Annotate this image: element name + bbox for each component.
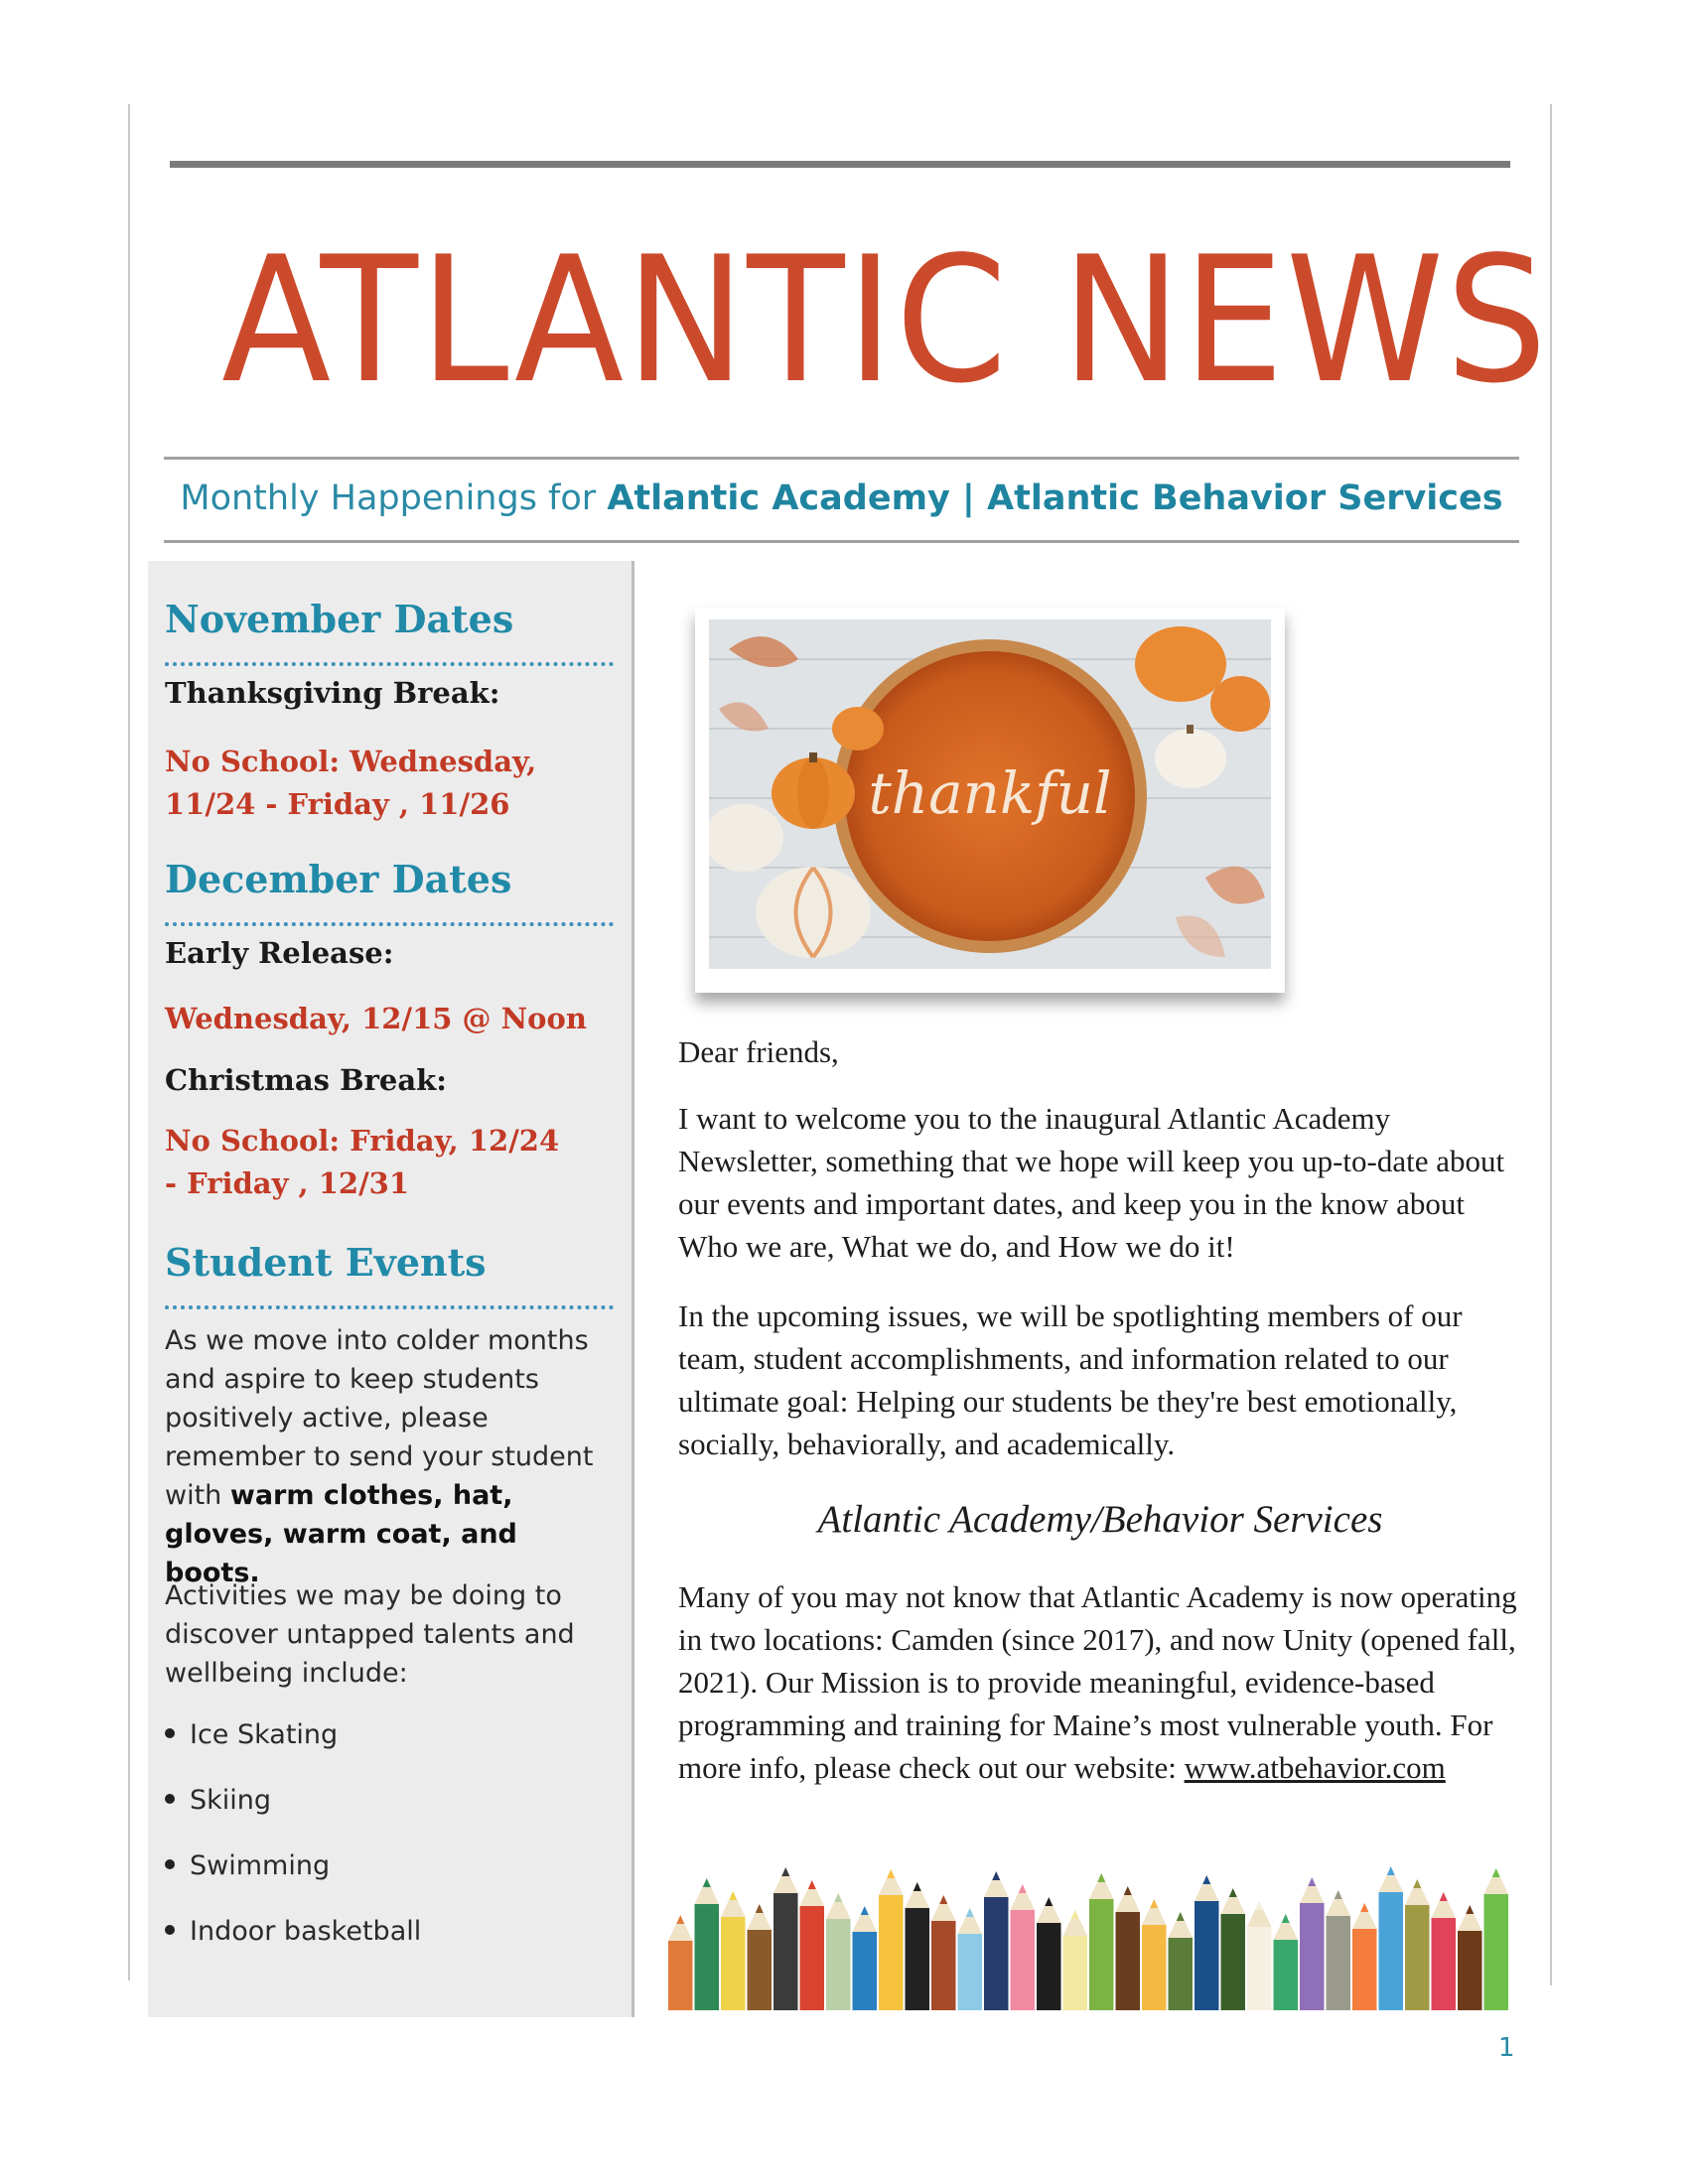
bullet-icon: [165, 1859, 175, 1869]
left-margin-line: [128, 104, 130, 1980]
pencil-icon: [1327, 1890, 1351, 2010]
letter-paragraph-1: I want to welcome you to the inaugural Atlantic Academy Newsletter, something that we hope will keep you up-to-date about our events and important dates, and keep you in the know about Who we are, What we do, and How we do it!: [678, 1101, 1505, 1264]
pencil-icon: [1195, 1875, 1219, 2010]
early-release-label: Early Release:: [165, 936, 394, 970]
pencil-icon: [695, 1878, 720, 2010]
pencil-icon: [1116, 1886, 1141, 2010]
thanksgiving-label: Thanksgiving Break:: [165, 676, 500, 710]
christmas-break-detail: No School: Friday, 12/24 - Friday , 12/31: [165, 1124, 560, 1200]
letter-paragraph-3: Many of you may not know that Atlantic Academy is now operating in two locations: Camden (since 2017), and now Unity (opened fall, 2021). Our Mission is to provide meaningful, evidence-based programming and training for Maine’s most vulnerable youth. For more info, please check out our website: www.atbehavior.com: [678, 1579, 1517, 1785]
pencil-icon: [1432, 1892, 1457, 2010]
pencil-icon: [984, 1871, 1009, 2010]
right-margin-line: [1550, 104, 1552, 1985]
letter-paragraph-2: In the upcoming issues, we will be spotlighting members of our team, student accomplishments, and information related to our ultimate goal: Helping our students be they're best emotionally, socially, behaviorally, and academically.: [678, 1298, 1463, 1461]
bullet-icon: [165, 1728, 175, 1738]
pencil-icon: [1037, 1897, 1061, 2010]
subtitle-rule-bottom: [164, 540, 1519, 543]
pencil-icon: [1169, 1912, 1194, 2010]
subtitle-organizations: Atlantic Academy | Atlantic Behavior Services: [607, 478, 1503, 518]
bullet-icon: [165, 1794, 175, 1804]
pencil-icon: [879, 1869, 904, 2010]
colored-pencils-decoration: [667, 1856, 1509, 2010]
pencil-icon: [1089, 1873, 1114, 2010]
bullet-icon: [165, 1925, 175, 1935]
subtitle: [164, 478, 1519, 518]
pencil-icon: [721, 1891, 746, 2010]
thankful-pie-photo: [695, 608, 1285, 993]
pencil-icon: [748, 1904, 773, 2010]
pencil-icon: [668, 1915, 693, 2010]
letter-greeting: Dear friends,: [678, 1034, 839, 1069]
thankful-script: thankful: [868, 759, 1112, 827]
activity-item: Indoor basketball: [165, 1916, 421, 1947]
early-release-detail: Wednesday, 12/15 @ Noon: [165, 1002, 587, 1035]
section-heading: Atlantic Academy/Behavior Services: [817, 1498, 1383, 1541]
website-link[interactable]: www.atbehavior.com: [1184, 1750, 1446, 1785]
student-events-heading: Student Events: [165, 1240, 487, 1285]
page-number: 1: [1498, 2033, 1515, 2063]
pencil-icon: [931, 1895, 956, 2010]
pencil-icon: [958, 1908, 983, 2010]
activity-item: Swimming: [165, 1850, 330, 1881]
pencil-icon: [800, 1880, 825, 2010]
sidebar: [148, 561, 634, 2017]
student-events-para2: Activities we may be doing to discover untapped talents and wellbeing include:: [165, 1580, 575, 1689]
pencil-icon: [1405, 1879, 1430, 2010]
student-events-divider: [165, 1305, 614, 1309]
pencil-icon: [1142, 1899, 1167, 2010]
activity-item: Skiing: [165, 1785, 271, 1816]
december-heading: December Dates: [165, 857, 512, 901]
pencil-icon: [1300, 1877, 1325, 2010]
pencil-icon: [853, 1906, 878, 2010]
pencil-icon: [1274, 1914, 1299, 2010]
pencil-icon: [1247, 1901, 1272, 2010]
november-heading: November Dates: [165, 597, 514, 641]
pencil-icon: [774, 1867, 798, 2010]
top-rule: [170, 161, 1510, 168]
pencil-icon: [1011, 1884, 1036, 2010]
activity-item: Ice Skating: [165, 1719, 338, 1750]
subtitle-prefix: Monthly Happenings for: [180, 478, 608, 518]
pencil-icon: [1484, 1868, 1509, 2010]
pencil-icon: [1352, 1903, 1377, 2010]
pencil-icon: [826, 1893, 851, 2010]
thanksgiving-detail: No School: Wednesday, 11/24 - Friday , 11/26: [165, 745, 537, 821]
pie-illustration: [709, 619, 1271, 969]
student-events-para1: As we move into colder months and aspire to keep students positively active, please remember to send your student with warm clothes, hat, gloves, warm coat, and boots.: [165, 1325, 594, 1588]
pencil-icon: [1458, 1905, 1482, 2010]
pencil-icon: [1063, 1910, 1088, 2010]
pencil-icon: [1221, 1888, 1246, 2010]
pencil-icon: [1379, 1866, 1404, 2010]
subtitle-rule-top: [164, 457, 1519, 460]
pencil-icon: [906, 1882, 930, 2010]
masthead-title: ATLANTIC NEWS: [221, 220, 1549, 422]
december-divider: [165, 922, 614, 926]
christmas-break-label: Christmas Break:: [165, 1063, 447, 1097]
november-divider: [165, 662, 614, 666]
